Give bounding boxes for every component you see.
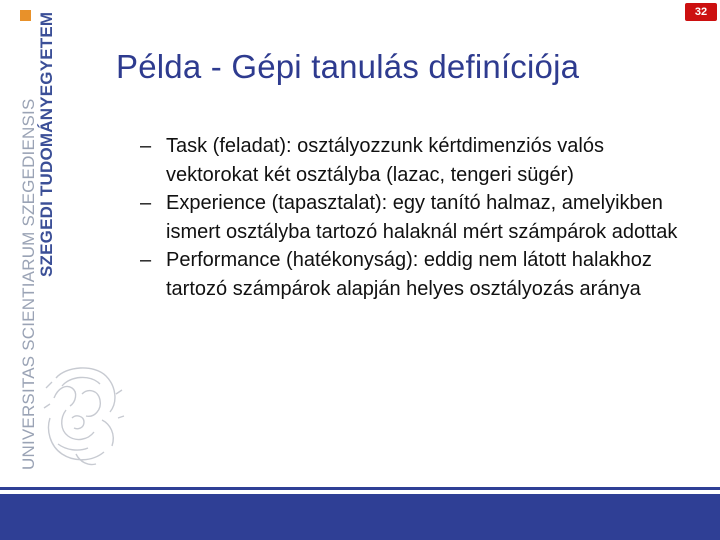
bullet-dash: – — [140, 135, 152, 157]
page-number-badge: 32 — [685, 3, 717, 21]
bullet-item — [140, 246, 700, 303]
bullet-text: Experience (tapasztalat): egy tanító halmaz, amelyikben ismert osztályba tartozó halaknál mért számpárok adottak — [166, 192, 678, 243]
university-latin-name: UNIVERSITAS SCIENTIARUM SZEGEDIENSIS — [19, 98, 38, 470]
bottom-rule — [0, 487, 720, 490]
bottom-band — [0, 494, 720, 540]
university-hungarian-name: SZEGEDI TUDOMÁNYEGYETEM — [37, 11, 56, 277]
bullet-dash: – — [140, 192, 152, 214]
university-seal-icon — [36, 358, 128, 470]
bullet-text: Performance (hatékonyság): eddig nem látott halakhoz tartozó számpárok alapján helyes osztályozás aránya — [166, 249, 652, 300]
bullet-dash: – — [140, 249, 152, 271]
bullet-list — [140, 132, 700, 303]
bullet-item — [140, 132, 700, 189]
bullet-item — [140, 189, 700, 246]
slide-title: Példa - Gépi tanulás definíciója — [116, 48, 580, 85]
bullet-text: Task (feladat): osztályozzunk kértdimenziós valós vektorokat két osztályba (lazac, tengeri sügér) — [166, 135, 604, 186]
